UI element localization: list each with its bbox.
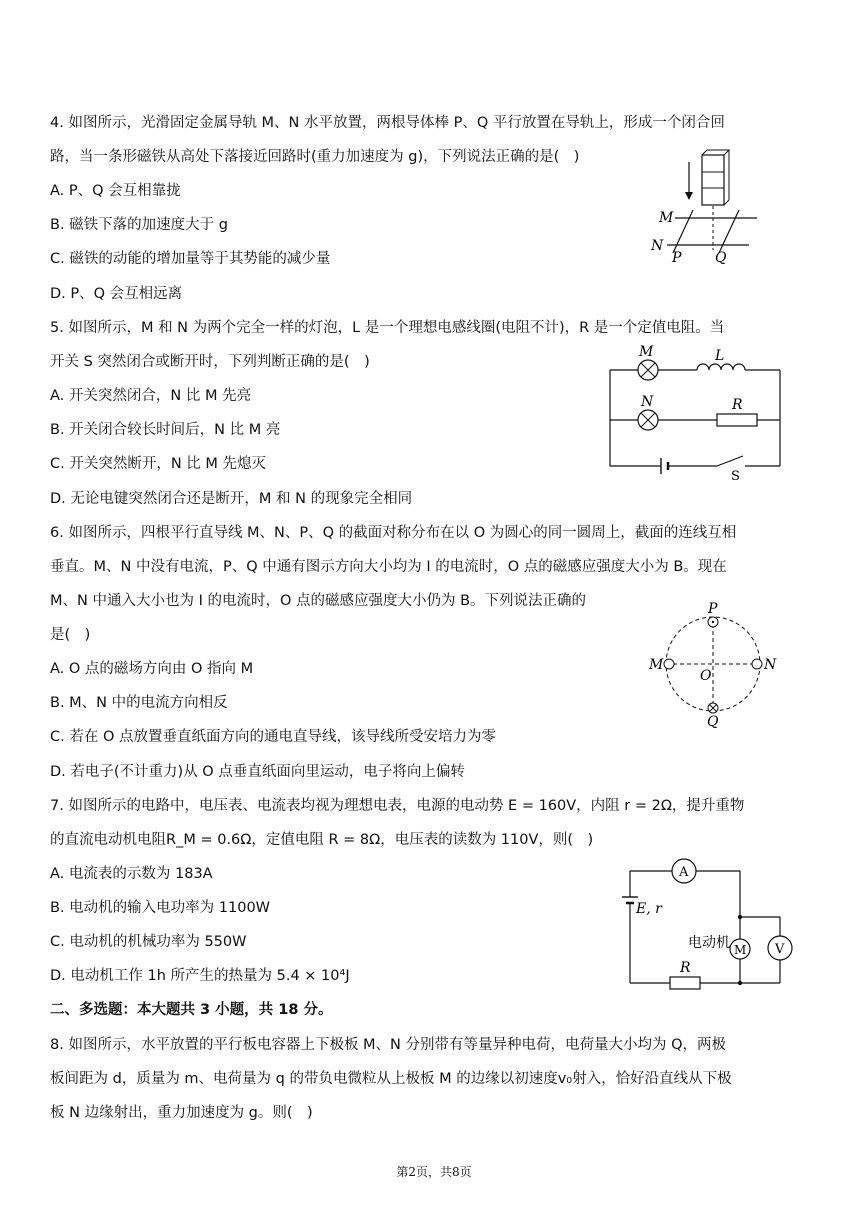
q5-stem-line2: 开关 S 突然闭合或断开时，下列判断正确的是( ) xyxy=(50,354,370,370)
q5-label-M: M xyxy=(639,344,654,360)
q7-motor-text: 电动机 xyxy=(688,935,730,951)
q4-label-N: N xyxy=(651,238,664,254)
q4-stem-line2: 路，当一条形磁铁从高处下落接近回路时(重力加速度为 g)，下列说法正确的是( ) xyxy=(50,149,580,165)
q5-figure-circuit xyxy=(605,342,785,482)
q4-stem-line1: 4. 如图所示，光滑固定金属导轨 M、N 水平放置，两根导体棒 P、Q 平行放置在导轨上，形成一个闭合回 xyxy=(50,115,725,131)
q6-label-M: M xyxy=(649,657,664,673)
q7-ammeter-label: A xyxy=(679,865,689,880)
q6-label-N: N xyxy=(764,657,777,673)
q4-figure-magnet-rails xyxy=(645,150,770,265)
q6-stem-line2: 垂直。M、N 中没有电流，P、Q 中通有图示方向大小均为 I 的电流时，O 点的磁感应强度大小为 B。现在 xyxy=(50,559,727,575)
page-footer: 第2页，共8页 xyxy=(396,1165,472,1179)
q6-label-O: O xyxy=(700,668,712,684)
q5-label-L: L xyxy=(715,348,725,364)
q6-label-P: P xyxy=(708,601,718,617)
q4-option-c: C. 磁铁的动能的增加量等于其势能的减少量 xyxy=(50,251,331,267)
q6-option-a: A. O 点的磁场方向由 O 指向 M xyxy=(50,661,254,677)
q6-option-b: B. M、N 中的电流方向相反 xyxy=(50,695,228,711)
q6-option-d: D. 若电子(不计重力)从 O 点垂直纸面向里运动，电子将向上偏转 xyxy=(50,764,465,780)
q4-label-M: M xyxy=(659,210,674,226)
q7-motor-symbol-label: M xyxy=(734,943,747,957)
q7-resistor-label: R xyxy=(680,960,691,976)
q6-option-c: C. 若在 O 点放置垂直纸面方向的通电直导线，该导线所受安培力为零 xyxy=(50,729,496,745)
q7-option-c: C. 电动机的机械功率为 550W xyxy=(50,934,247,950)
q5-stem-line1: 5. 如图所示，M 和 N 为两个完全一样的灯泡，L 是一个理想电感线圈(电阻不计)，R 是一个定值电阻。当 xyxy=(50,320,725,336)
q6-figure-four-wires xyxy=(645,598,785,728)
q5-label-S: S xyxy=(731,469,740,484)
q5-label-N: N xyxy=(641,394,654,410)
q7-source-label: E, r xyxy=(636,901,662,917)
q4-option-b: B. 磁铁下落的加速度大于 g xyxy=(50,217,228,233)
q6-stem-line4: 是( ) xyxy=(50,627,91,643)
q7-stem-line2: 的直流电动机电阻R_M = 0.6Ω，定值电阻 R = 8Ω，电压表的读数为 110V，则( ) xyxy=(50,832,594,848)
q5-option-c: C. 开关突然断开，N 比 M 先熄灭 xyxy=(50,456,267,472)
q6-stem-line3: M、N 中通入大小也为 I 的电流时，O 点的磁感应强度大小仍为 B。下列说法正确的 xyxy=(50,593,587,609)
q5-option-d: D. 无论电键突然闭合还是断开，M 和 N 的现象完全相同 xyxy=(50,491,413,507)
q4-label-P: P xyxy=(672,250,682,266)
q7-option-a: A. 电流表的示数为 183A xyxy=(50,866,213,882)
q4-label-Q: Q xyxy=(715,250,727,266)
q5-option-b: B. 开关闭合较长时间后，N 比 M 亮 xyxy=(50,422,281,438)
q5-option-a: A. 开关突然闭合，N 比 M 先亮 xyxy=(50,388,252,404)
q8-stem-line3: 板 N 边缘射出，重力加速度为 g。则( ) xyxy=(50,1105,313,1121)
q8-stem-line1: 8. 如图所示，水平放置的平行板电容器上下极板 M、N 分别带有等量异种电荷，电荷量大小均为 Q，两极 xyxy=(50,1037,727,1053)
q7-stem-line1: 7. 如图所示的电路中，电压表、电流表均视为理想电表，电源的电动势 E = 160V，内阻 r = 2Ω，提升重物 xyxy=(50,798,745,814)
q5-label-R: R xyxy=(732,397,743,413)
q4-option-d: D. P、Q 会互相远离 xyxy=(50,286,183,302)
q7-voltmeter-label: V xyxy=(775,942,785,957)
section-heading-multiple-choice: 二、多选题：本大题共 3 小题，共 18 分。 xyxy=(50,1002,333,1018)
q7-figure-motor-circuit xyxy=(620,855,800,995)
q4-option-a: A. P、Q 会互相靠拢 xyxy=(50,183,181,199)
q7-option-d: D. 电动机工作 1h 所产生的热量为 5.4 × 10⁴J xyxy=(50,968,350,984)
q7-option-b: B. 电动机的输入电功率为 1100W xyxy=(50,900,271,916)
q8-stem-line2: 板间距为 d，质量为 m、电荷量为 q 的带负电微粒从上极板 M 的边缘以初速度v₀射入，恰好沿直线从下极 xyxy=(50,1071,732,1087)
q6-stem-line1: 6. 如图所示，四根平行直导线 M、N、P、Q 的截面对称分布在以 O 为圆心的同一圆周上，截面的连线互相 xyxy=(50,525,737,541)
q6-label-Q: Q xyxy=(707,714,719,730)
